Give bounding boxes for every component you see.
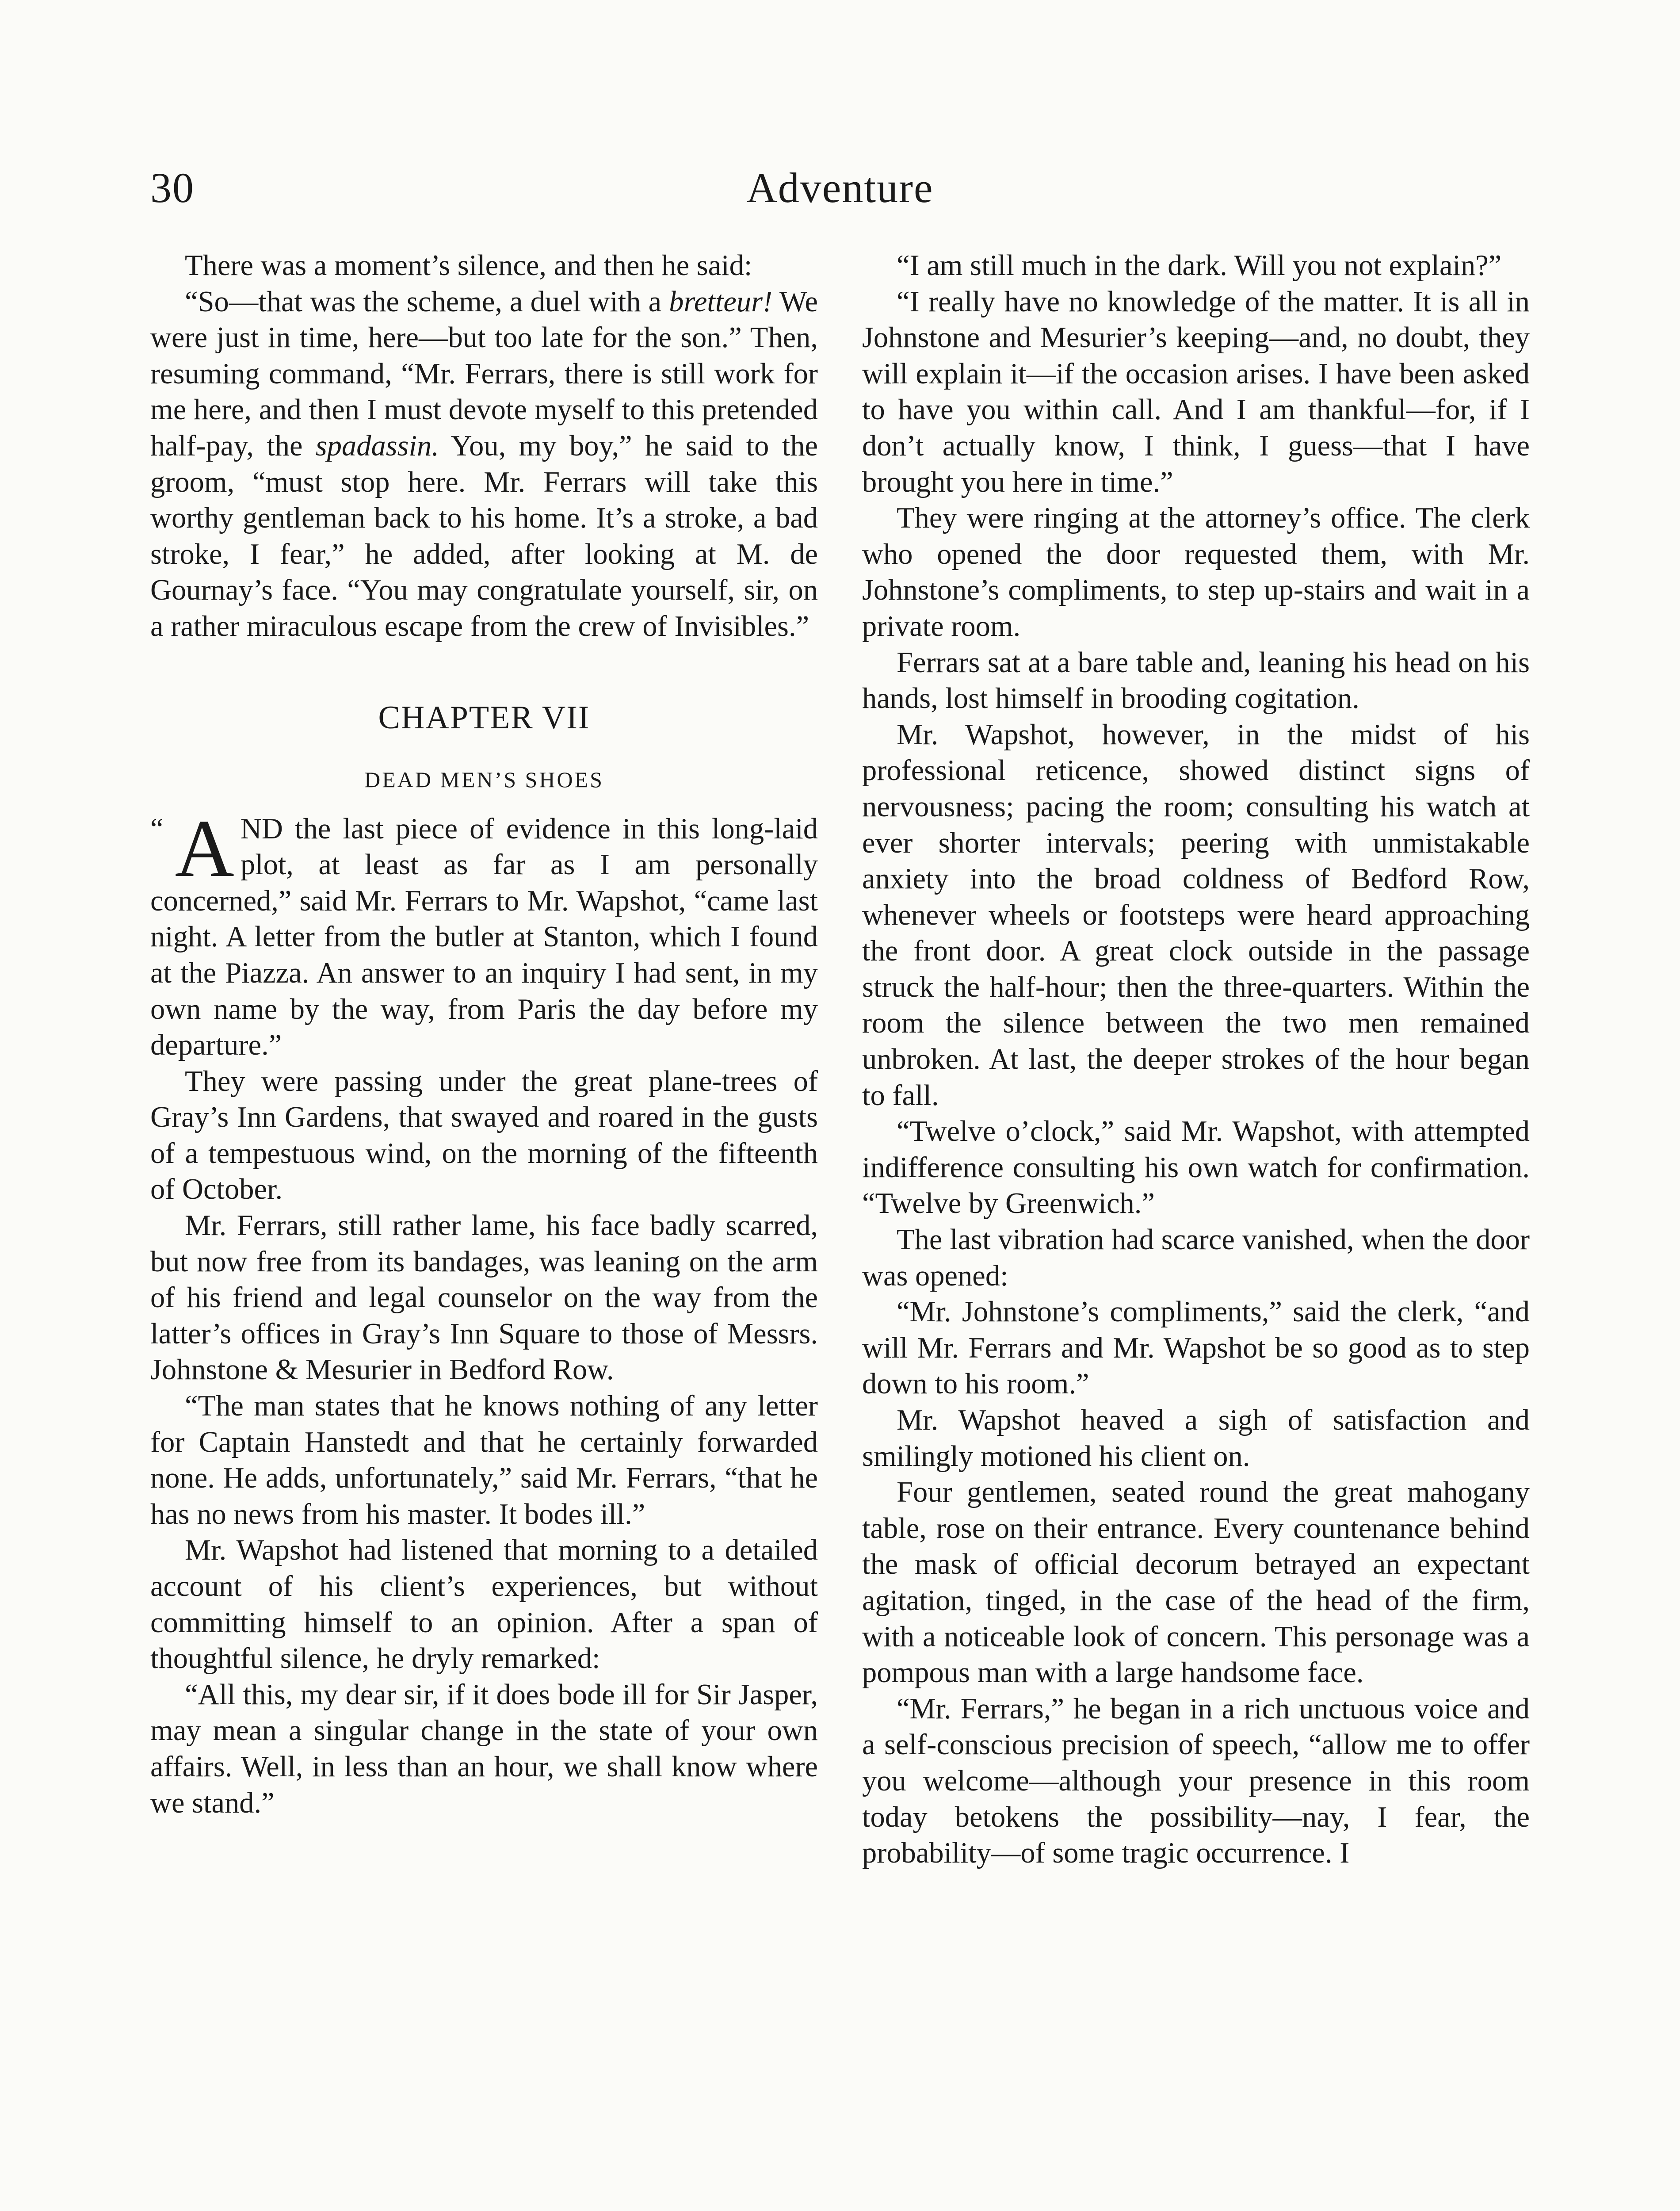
paragraph: Mr. Ferrars, still rather lame, his face badly scarred, but now free from its bandages, was leaning on the arm of his friend and legal counselor on the way from the latter’s offices in Gray’s Inn Square to those of Messrs. Johnstone & Mesurier in Bedford Row. — [150, 1209, 818, 1386]
drop-cap: A — [175, 803, 234, 894]
text-run: the last piece of evidence in this long-laid plot, at least as far as I am personally concerned,” said Mr. Ferrars to Mr. Wapshot, “came last night. A letter from the butler at Stanton, which I found at the Piazza. An answer to an inquiry I had sent, in my own name by the way, from Paris the day before my departure.” — [150, 812, 818, 1062]
paragraph: Mr. Wapshot had listened that morning to a detailed account of his client’s experiences, but without committing himself to an opinion. After a span of thoughtful silence, he dryly remarked: — [150, 1534, 818, 1675]
chapter-opening — [150, 803, 818, 1063]
paragraph: Ferrars sat at a bare table and, leaning his head on his hands, lost himself in brooding cogitation. — [862, 646, 1530, 715]
paragraph: “Twelve o’clock,” said Mr. Wapshot, with attempted indifference consulting his own watch for confirmation. “Twelve by Greenwich.” — [862, 1115, 1530, 1220]
right-column — [862, 248, 1530, 1871]
paragraph: “The man states that he knows nothing of any letter for Captain Hanstedt and that he certainly forwarded none. He adds, unfortunately,” said Mr. Ferrars, “that he has no news from his master. It bodes ill.” — [150, 1390, 818, 1530]
paragraph: “I am still much in the dark. Will you not explain?” — [897, 249, 1502, 282]
running-head-title: Adventure — [746, 164, 934, 211]
text-run: We were just in time, here—but too late for the son.” Then, resuming command, “Mr. Ferrars, there is still work for me here, and then I must devote myself to this pretended half-pay, the — [150, 285, 818, 462]
paragraph: Mr. Wapshot heaved a sigh of satisfaction and smilingly motioned his client on. — [862, 1404, 1530, 1473]
text-run: You, my boy,” he said to the groom, “must stop here. Mr. Ferrars will take this worthy gentleman back to his home. It’s a stroke, a bad stroke, I fear,” he added, after looking at M. de Gournay’s face. “You may congratulate yourself, sir, on a rather miraculous escape from the crew of Invisibles.” — [150, 429, 818, 643]
paragraph: “I really have no knowledge of the matter. It is all in Johnstone and Mesurier’s keeping—and, no doubt, they will explain it—if the occasion arises. I have been asked to have you within call. And I am thankful—for, if I don’t actually know, I think, I guess—that I have brought you here in time.” — [862, 285, 1530, 498]
paragraph: Four gentlemen, seated round the great mahogany table, rose on their entrance. Every countenance behind the mask of official decorum betrayed an expectant agitation, tinged, in the case of the head of the firm, with a noticeable look of concern. This personage was a pompous man with a large handsome face. — [862, 1476, 1530, 1689]
page-header — [150, 164, 1530, 221]
paragraph: “Mr. Ferrars,” he began in a rich unctuous voice and a self-conscious precision of speech, “allow me to offer you welcome—although your presence in this room today betokens the possibility—nay, I fear, the probability—of some tragic occurrence. I — [862, 1692, 1530, 1870]
paragraph: “All this, my dear sir, if it does bode ill for Sir Jasper, may mean a singular change in the state of your own affairs. Well, in less than an hour, we shall know where we stand.” — [150, 1678, 818, 1819]
small-caps-run: ND — [240, 812, 283, 845]
page-number: 30 — [150, 164, 195, 211]
opening-quote-mark: “ — [150, 812, 164, 845]
paragraph: They were ringing at the attorney’s office. The clerk who opened the door requested them, with Mr. Johnstone’s compliments, to step up-stairs and wait in a private room. — [862, 502, 1530, 643]
chapter-heading: CHAPTER VII — [378, 699, 590, 736]
italic-word: spadassin. — [315, 429, 439, 462]
left-column — [150, 248, 818, 1821]
chapter-subtitle: DEAD MEN’S SHOES — [364, 767, 604, 792]
paragraph: The last vibration had scarce vanished, when the door was opened: — [862, 1224, 1530, 1292]
opening-paragraph — [150, 803, 818, 1063]
paragraph: They were passing under the great plane-trees of Gray’s Inn Gardens, that swayed and roared in the gusts of a tempestuous wind, on the morning of the fifteenth of October. — [150, 1065, 818, 1206]
paragraph: “Mr. Johnstone’s compliments,” said the clerk, “and will Mr. Ferrars and Mr. Wapshot be so good as to step down to his room.” — [862, 1296, 1530, 1400]
paragraph: Mr. Wapshot, however, in the midst of his professional reticence, showed distinct signs of nervousness; pacing the room; consulting his watch at ever shorter intervals; peering with unmistakable anxiety into the broad coldness of Bedford Row, whenever wheels or footsteps were heard approaching the front door. A great clock outside in the passage struck the half-hour; then the three-quarters. Within the room the silence between the two men remained unbroken. At last, the deeper strokes of the hour began to fall. — [862, 718, 1530, 1112]
paragraph — [150, 284, 818, 645]
italic-word: bretteur! — [669, 285, 773, 318]
text-run: “So—that was the scheme, a duel with a — [185, 285, 669, 318]
paragraph: There was a moment’s silence, and then he said: — [185, 249, 752, 282]
